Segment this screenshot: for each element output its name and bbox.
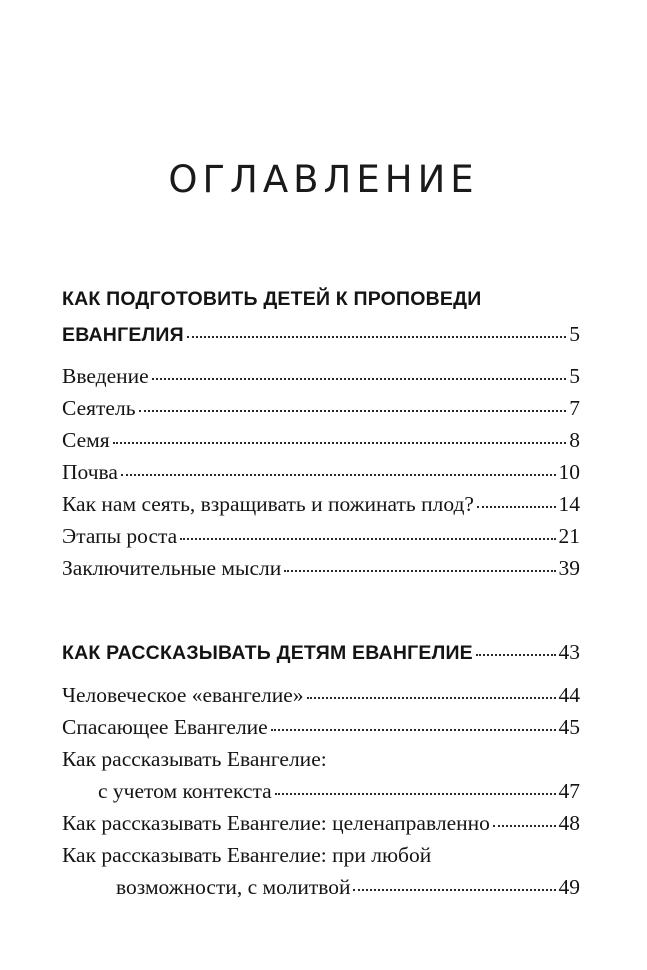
toc-entry-page: 7 (569, 396, 580, 420)
toc-entry[interactable] (62, 364, 580, 389)
toc-entry-label: Человеческое «евангелие» (62, 683, 304, 707)
section-2-title: КАК РАССКАЗЫВАТЬ ДЕТЯМ ЕВАНГЕЛИЕ (62, 642, 473, 664)
toc-entry-page: 47 (558, 779, 580, 803)
leader-dots (284, 570, 555, 572)
toc-entry-label: Как нам сеять, взращивать и пожинать плод? (62, 492, 474, 516)
toc-entry-label-line-1: Как рассказывать Евангелие: (62, 747, 327, 771)
leader-dots (493, 825, 556, 827)
leader-dots (113, 442, 567, 444)
leader-dots (180, 538, 555, 540)
leader-dots (271, 729, 556, 731)
leader-dots (139, 410, 567, 412)
toc-entry[interactable] (62, 492, 580, 517)
toc-entry-page: 8 (569, 428, 580, 452)
section-1-title-line-2: ЕВАНГЕЛИЯ (62, 324, 184, 346)
toc-entry-label: Заключительные мысли (62, 556, 282, 580)
leader-dots (307, 697, 556, 699)
section-1-heading-row[interactable] (62, 322, 580, 347)
toc-entry[interactable] (62, 460, 580, 485)
toc-entry[interactable] (116, 875, 580, 900)
toc-entry-page: 14 (558, 492, 580, 516)
toc-entry-page: 21 (558, 524, 580, 548)
leader-dots (476, 654, 556, 656)
leader-dots (121, 474, 556, 476)
toc-entry-label-line-2: возможности, с молитвой (116, 875, 351, 899)
leader-dots (477, 506, 556, 508)
toc-entry-label: Введение (62, 364, 149, 388)
toc-entry[interactable] (62, 811, 580, 836)
toc-entry-label: Как рассказывать Евангелие: целенаправленно (62, 811, 490, 835)
toc-entry-page: 10 (558, 460, 580, 484)
toc-entry-page: 39 (558, 556, 580, 580)
section-1-title-line-1: КАК ПОДГОТОВИТЬ ДЕТЕЙ К ПРОПОВЕДИ (62, 288, 482, 310)
toc-entry-label: Этапы роста (62, 524, 178, 548)
toc-entry-page: 45 (558, 715, 580, 739)
toc-entry-label-line-1: Как рассказывать Евангелие: при любой (62, 843, 432, 867)
toc-entry-label-line-2: с учетом контекста (98, 779, 272, 803)
toc-entry[interactable] (62, 683, 580, 708)
toc-entry-page: 44 (558, 683, 580, 707)
section-2-heading-row[interactable] (62, 640, 580, 665)
page-title: ОГЛАВЛЕНИЕ (168, 158, 479, 201)
toc-entry[interactable] (98, 779, 580, 804)
leader-dots (152, 378, 567, 380)
toc-entry-page: 5 (569, 364, 580, 388)
toc-entry[interactable] (62, 428, 580, 453)
toc-entry[interactable] (62, 715, 580, 740)
section-2-page: 43 (558, 640, 580, 664)
section-1-page: 5 (569, 322, 580, 346)
leader-dots (187, 336, 566, 338)
toc-entry-label: Почва (62, 460, 118, 484)
toc-entry[interactable] (62, 396, 580, 421)
toc-entry-label: Семя (62, 428, 110, 452)
toc-entry[interactable] (62, 524, 580, 549)
toc-entry-page: 49 (558, 875, 580, 899)
toc-entry-label: Сеятель (62, 396, 136, 420)
leader-dots (275, 793, 556, 795)
toc-entry-page: 48 (558, 811, 580, 835)
leader-dots (353, 889, 555, 891)
toc-entry[interactable] (62, 556, 580, 581)
toc-entry-label: Спасающее Евангелие (62, 715, 268, 739)
